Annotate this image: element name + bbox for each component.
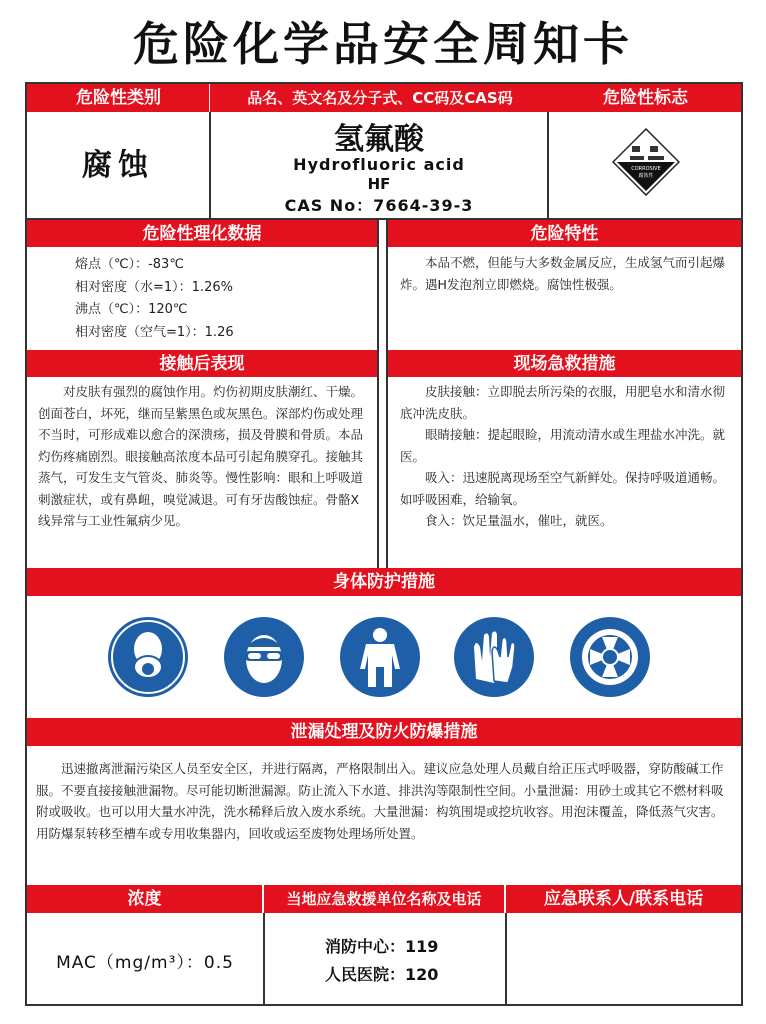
ventilation-icon [570, 617, 650, 697]
product-name-en: Hydrofluoric acid [293, 155, 465, 174]
first-aid-list [400, 381, 732, 532]
physchem-heading: 危险性理化数据 [27, 220, 377, 247]
page-title: 危险化学品安全周知卡 [133, 17, 633, 71]
rescue-unit-heading: 当地应急救援单位名称及电话 [264, 885, 504, 913]
gas-mask-icon [108, 617, 188, 697]
svg-text:腐蚀性: 腐蚀性 [638, 173, 654, 179]
melting-point: 熔点（℃）：-83℃ [75, 257, 184, 272]
hazard-class-value: 腐蚀 [82, 148, 154, 183]
first-aid-heading: 现场急救措施 [388, 350, 741, 377]
protection-heading: 身体防护措施 [27, 568, 741, 596]
fire-center-phone: 消防中心：119 [325, 937, 439, 956]
product-name-cn: 氢氟酸 [334, 122, 424, 157]
first-aid-eyes: 眼睛接触：提起眼睑，用流动清水或生理盐水冲洗。就医。 [400, 427, 726, 464]
boiling-point: 沸点（℃）：120℃ [75, 302, 188, 317]
header-hazard-class: 危险性类别 [27, 84, 210, 112]
hazard-props-heading: 危险特性 [388, 220, 741, 247]
first-aid-ingestion: 食入：饮足量温水，催吐，就医。 [425, 513, 613, 528]
first-aid-inhalation: 吸入：迅速脱离现场至空气新鲜处。保持呼吸道通畅。如呼吸困难，给输氧。 [400, 470, 726, 507]
hospital-phone: 人民医院：120 [325, 965, 439, 984]
safety-goggles-icon [224, 617, 304, 697]
protective-suit-icon [340, 617, 420, 697]
contact-person-heading: 应急联系人/联系电话 [506, 885, 741, 913]
concentration-heading: 浓度 [27, 885, 262, 913]
product-cas: CAS No：7664-39-3 [284, 196, 474, 215]
relative-density-air: 相对密度（空气=1）：1.26 [75, 324, 234, 340]
mac-value: MAC（mg/m³）：0.5 [56, 953, 234, 973]
contact-text: 对皮肤有强烈的腐蚀作用。灼伤初期皮肤潮红、干燥。创面苍白，坏死，继而呈紫黑色或灰黑色。深部灼伤或处理不当时，可形成难以愈合的深溃疡，损及骨膜和骨质。本品灼伤疼痛剧烈。眼接触高浓度本品可引起角膜穿孔。接触其蒸气，可发生支气管炎、肺炎等。慢性影响：眼和上呼吸道刺激症状，或有鼻衄，嗅觉减退。可有牙齿酸蚀症。骨骼X线异常与工业性氟病少见。 [38, 384, 364, 528]
header-product: 品名、英文名及分子式、CC码及CAS码 [212, 84, 548, 112]
svg-text:CORROSIVE: CORROSIVE [631, 166, 661, 172]
protective-gloves-icon [454, 617, 534, 697]
header-hazard-sign: 危险性标志 [550, 84, 741, 112]
product-formula: HF [367, 175, 391, 193]
hazard-props-text: 本品不燃，但能与大多数金属反应，生成氢气而引起爆炸。遇H发泡剂立即燃烧。腐蚀性极强。 [400, 255, 726, 292]
relative-density-water: 相对密度（水=1）：1.26% [75, 279, 233, 295]
leak-text: 迅速撤离泄漏污染区人员至安全区，并进行隔离，严格限制出入。建议应急处理人员戴自给正压式呼吸器，穿防酸碱工作服。不要直接接触泄漏物。尽可能切断泄漏源。防止流入下水道、排洪沟等限制性空间。小量泄漏：用砂土或其它不燃材料吸附或吸收。也可以用大量水冲洗，洗水稀释后放入废水系统。大量泄漏：构筑围堤或挖坑收容。用泡沫覆盖，降低蒸气灾害。用防爆泵转移至槽车或专用收集器内，回收或运至废物处理场所处置。 [36, 761, 724, 841]
corrosive-diamond-icon [612, 128, 680, 196]
physchem-list [75, 254, 365, 344]
contact-heading: 接触后表现 [27, 350, 377, 377]
leak-heading: 泄漏处理及防火防爆措施 [27, 718, 741, 746]
first-aid-skin: 皮肤接触：立即脱去所污染的衣服，用肥皂水和清水彻底冲洗皮肤。 [400, 384, 726, 421]
